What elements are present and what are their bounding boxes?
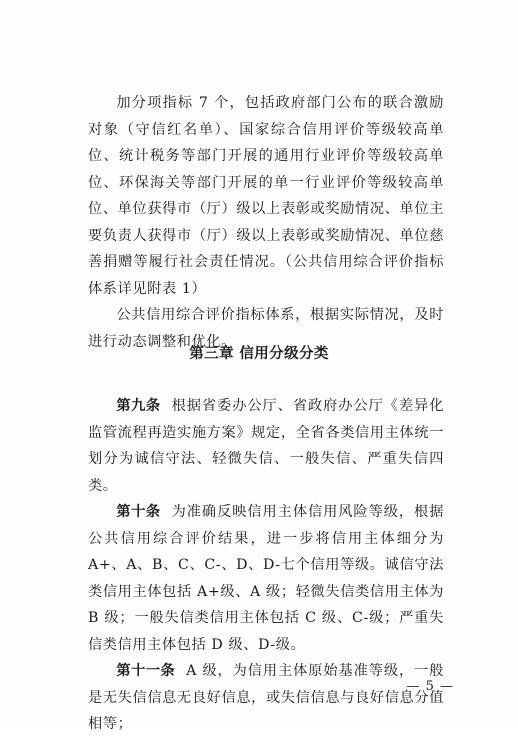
- page-number: — 5 —: [406, 679, 454, 694]
- chapter-title: 第三章 信用分级分类: [189, 346, 329, 362]
- article-11: [88, 658, 444, 738]
- section-articles: [88, 393, 444, 738]
- article-10-text: 为准确反映信用主体信用风险等级，根据公共信用综合评价结果，进一步将信用主体细分为 A+、A、B、C、C-、D、D-七个信用等级。诚信守法类信用主体包括 A+级、A 级；轻微失信类信用主体为 B 级；一般失信类信用主体包括 C 级、C-级；严重失信类信用主体包括 D 级、D-级。: [88, 504, 444, 653]
- paragraph-bonus-indicators: 加分项指标 7 个，包括政府部门公布的联合激励对象（守信红名单）、国家综合信用评价等级较高单位、统计税务等部门开展的通用行业评价等级较高单位、环保海关等部门开展的单一行业评价等级较高单位、单位获得市（厅）级以上表彰或奖励情况、单位主要负责人获得市（厅）级以上表彰或奖励情况、单位慈善捐赠等履行社会责任情况。（公共信用综合评价指标体系详见附表 1）: [88, 95, 444, 297]
- article-10: [88, 499, 444, 658]
- article-11-text: A 级，为信用主体原始基准等级，一般是无失信信息无良好信息，或失信信息与良好信息分值相等；: [88, 663, 444, 732]
- section-intro: [88, 90, 444, 355]
- article-11-label: 第十一条: [116, 663, 176, 679]
- article-9-label: 第九条: [116, 398, 161, 414]
- paragraph-dynamic-adjustment: 公共信用综合评价指标体系，根据实际情况，及时进行动态调整和优化。: [88, 307, 444, 350]
- article-9-text: 根据省委办公厅、省政府办公厅《差异化监管流程再造实施方案》规定，全省各类信用主体统一划分为诚信守法、轻微失信、一般失信、严重失信四类。: [88, 398, 444, 494]
- article-9: [88, 393, 444, 499]
- article-10-label: 第十条: [116, 504, 161, 520]
